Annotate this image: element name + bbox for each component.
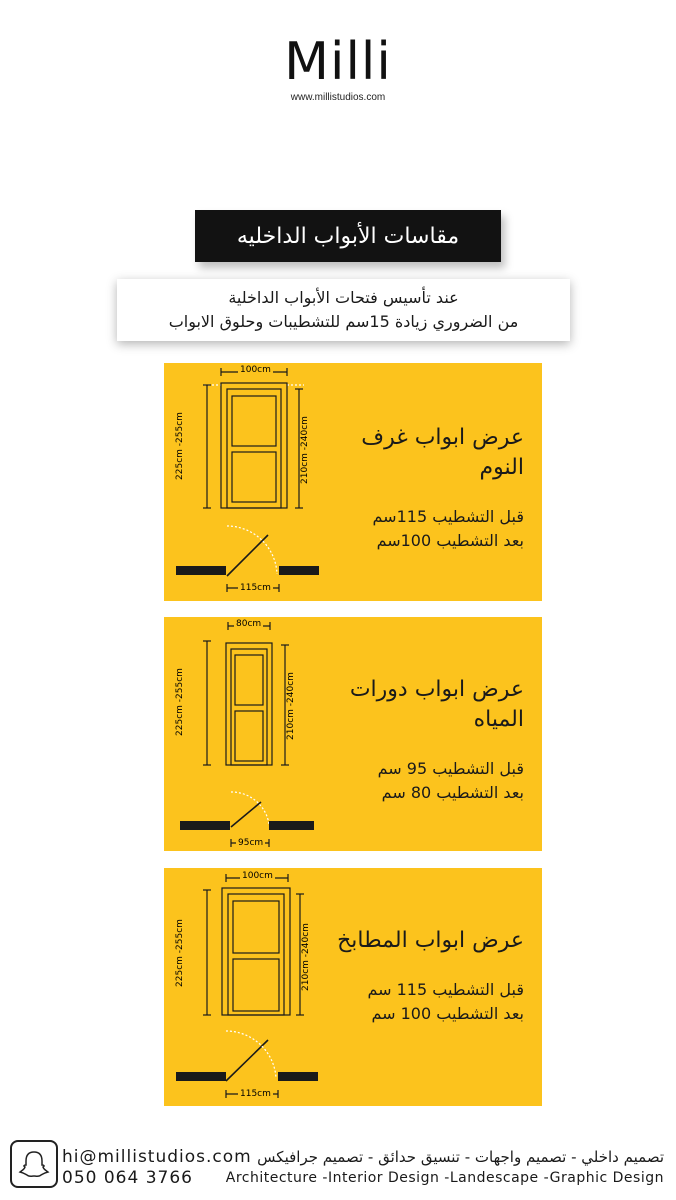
height-outer-label: 225cm -255cm	[174, 412, 185, 480]
door-width-label: 80cm	[236, 619, 262, 629]
opening-label: 95cm	[238, 838, 264, 848]
page-title: مقاسات الأبواب الداخليه	[195, 210, 501, 262]
height-inner-label: 210cm -240cm	[299, 416, 310, 484]
height-outer-label: 225cm -255cm	[174, 919, 185, 987]
logo: Milli	[284, 32, 392, 92]
contact-email[interactable]: hi@millistudios.com	[62, 1147, 252, 1167]
card-title: عرض ابواب دورات المياه	[349, 677, 524, 732]
note-box	[117, 279, 570, 341]
opening-label: 115cm	[240, 1089, 271, 1099]
door-width-label: 100cm	[240, 365, 271, 375]
services-arabic: تصميم داخلي - تصميم واجهات - تنسيق حدائق - تصميم جرافيكس	[257, 1148, 664, 1166]
opening-label: 115cm	[240, 583, 271, 593]
card-kitchen	[164, 868, 542, 1106]
card-title: عرض ابواب المطابخ	[337, 928, 524, 953]
height-inner-label: 210cm -240cm	[285, 672, 296, 740]
card-bathroom	[164, 617, 542, 851]
before-finish: قبل التشطيب 95 سم	[377, 759, 524, 778]
height-inner-label: 210cm -240cm	[300, 923, 311, 991]
contact-phone[interactable]: 050 064 3766	[62, 1168, 193, 1188]
website-url: www.millistudios.com	[290, 92, 386, 103]
snapcode-icon	[10, 1140, 58, 1188]
services-english: Architecture -Interior Design -Landescape -Graphic Design	[225, 1170, 664, 1186]
height-outer-label: 225cm -255cm	[174, 668, 185, 736]
after-finish: بعد التشطيب 100 سم	[371, 1004, 524, 1023]
before-finish: قبل التشطيب 115 سم	[367, 980, 524, 999]
after-finish: بعد التشطيب 100سم	[376, 531, 524, 550]
door-width-label: 100cm	[242, 871, 273, 881]
card-title: عرض ابواب غرف النوم	[361, 425, 524, 480]
after-finish: بعد التشطيب 80 سم	[381, 783, 524, 802]
note-line-2: من الضروري زيادة 15سم للتشطيبات وحلوق الابواب	[168, 312, 519, 331]
note-line-1: عند تأسيس فتحات الأبواب الداخلية	[228, 288, 459, 307]
before-finish: قبل التشطيب 115سم	[372, 507, 524, 526]
card-bedroom	[164, 363, 542, 601]
